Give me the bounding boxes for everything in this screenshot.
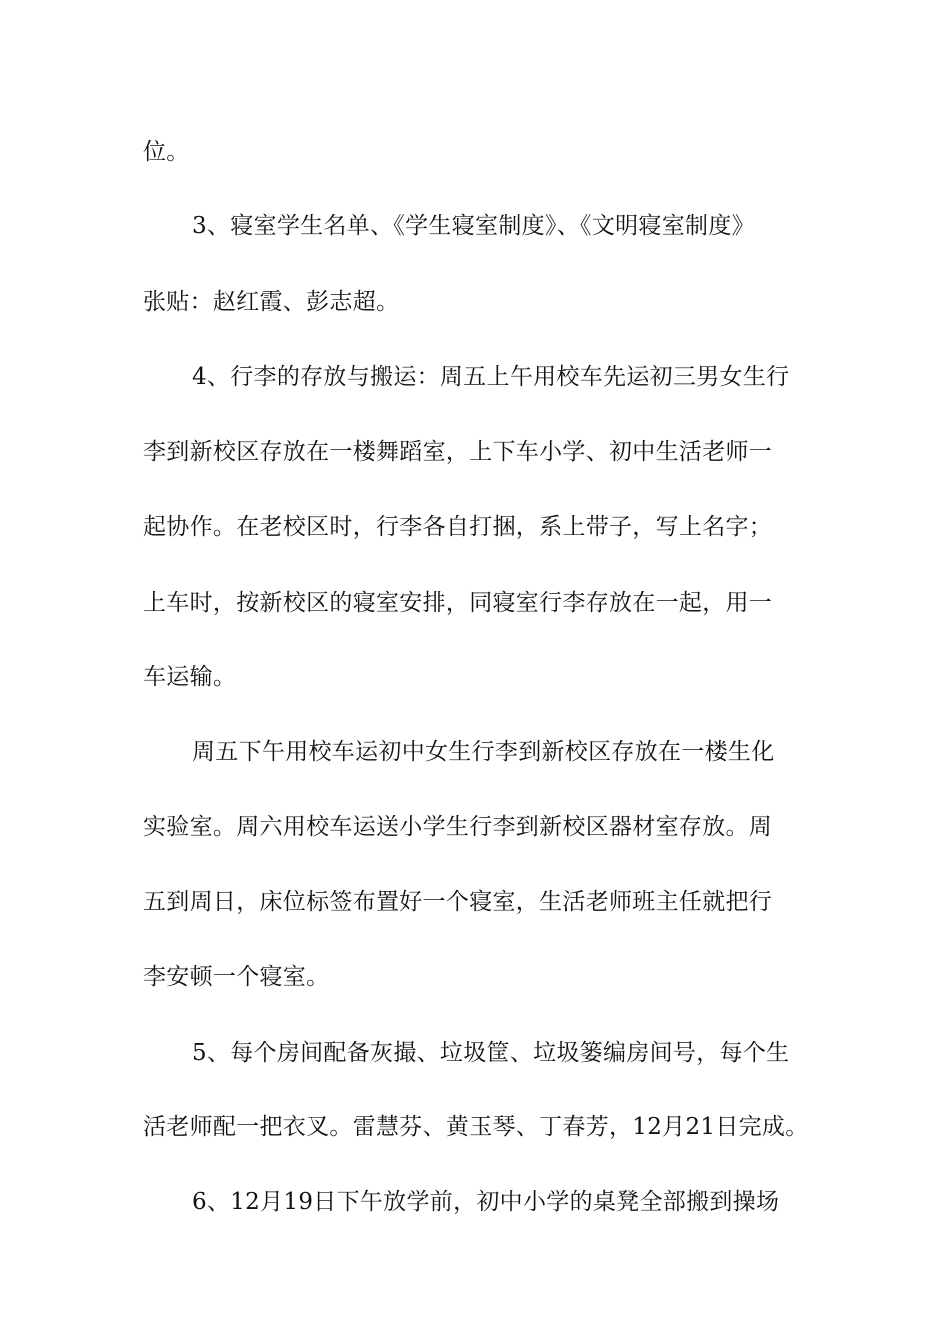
text-line-10: 实验室。周六用校车运送小学生行李到新校区器材室存放。周 (143, 814, 773, 840)
text-line-11: 五到周日，床位标签布置好一个寝室，生活老师班主任就把行 (143, 889, 773, 915)
text-line-12: 李安顿一个寝室。 (143, 964, 330, 990)
text-line-2: 3、寝室学生名单、《学生寝室制度》、《文明寝室制度》 (192, 213, 755, 239)
text-line-3: 张贴：赵红霞、彭志超。 (143, 289, 400, 315)
text-line-4: 4、行李的存放与搬运：周五上午用校车先运初三男女生行 (192, 364, 790, 390)
text-line-13: 5、每个房间配备灰撮、垃圾筐、垃圾篓编房间号，每个生 (192, 1040, 790, 1066)
text-line-6: 起协作。在老校区时，行李各自打捆，系上带子，写上名字； (143, 514, 773, 540)
text-line-8: 车运输。 (143, 664, 237, 690)
text-line-1: 位。 (143, 139, 190, 165)
text-line-9: 周五下午用校车运初中女生行李到新校区存放在一楼生化 (192, 739, 775, 765)
text-line-5: 李到新校区存放在一楼舞蹈室，上下车小学、初中生活老师一 (143, 439, 773, 465)
text-line-15: 6、12月19日下午放学前，初中小学的桌凳全部搬到操场 (192, 1189, 780, 1215)
text-line-7: 上车时，按新校区的寝室安排，同寝室行李存放在一起，用一 (143, 590, 773, 616)
text-line-14: 活老师配一把衣叉。雷慧芬、黄玉琴、丁春芳，12月21日完成。 (143, 1114, 809, 1140)
